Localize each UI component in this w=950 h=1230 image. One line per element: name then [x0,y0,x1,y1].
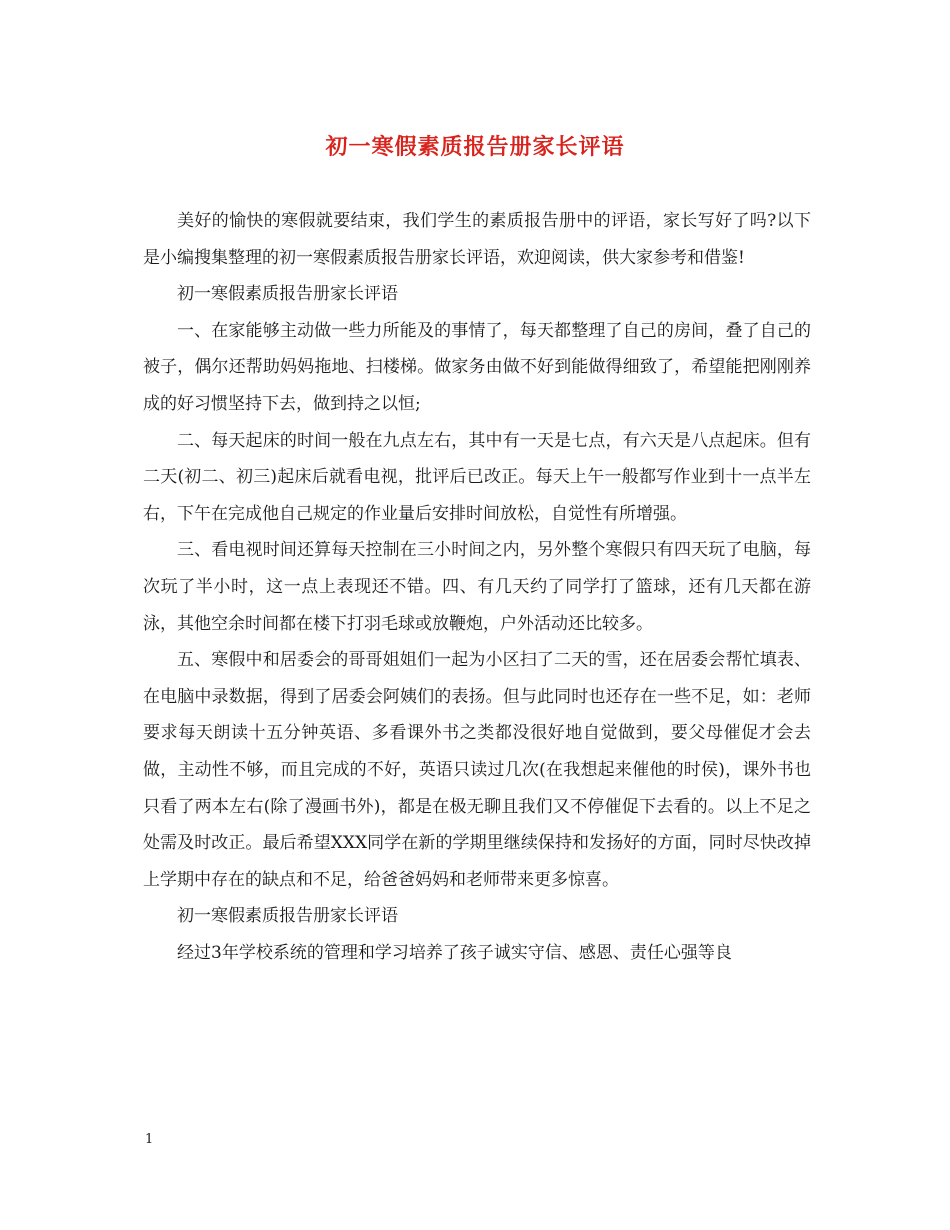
closing-paragraph: 经过3年学校系统的管理和学习培养了孩子诚实守信、感恩、责任心强等良 [177,942,732,963]
comment-item-1: 一、在家能够主动做一些力所能及的事情了，每天都整理了自己的房间，叠了自己的被子，偶尔还帮助妈妈拖地、扫楼梯。做家务由做不好到能做得细致了，希望能把刚刚养成的好习惯坚持下去，做到持之以恒; [143,320,811,414]
document-title: 初一寒假素质报告册家长评语 [325,134,625,160]
section-heading: 初一寒假素质报告册家长评语 [177,284,398,305]
document-body [143,203,811,971]
intro-paragraph: 美好的愉快的寒假就要结束，我们学生的素质报告册中的评语，家长写好了吗?以下是小编搜集整理的初一寒假素质报告册家长评语，欢迎阅读，供大家参考和借鉴! [143,211,811,268]
page-number: 1 [145,1132,154,1147]
comment-item-5: 五、寒假中和居委会的哥哥姐姐们一起为小区扫了二天的雪，还在居委会帮忙填表、在电脑中录数据，得到了居委会阿姨们的表扬。但与此同时也还存在一些不足，如：老师要求每天朗读十五分钟英语、多看课外书之类都没很好地自觉做到，要父母催促才会去做，主动性不够，而且完成的不好，英语只读过几次(在我想起来催他的时侯)，课外书也只看了两本左右(除了漫画书外)，都是在极无聊且我们又不停催促下去看的。以上不足之处需及时改正。最后希望XXX同学在新的学期里继续保持和发扬好的方面，同时尽快改掉上学期中存在的缺点和不足，给爸爸妈妈和老师带来更多惊喜。 [143,650,811,890]
comment-item-2: 二、每天起床的时间一般在九点左右，其中有一天是七点，有六天是八点起床。但有二天(初二、初三)起床后就看电视，批评后已改正。每天上午一般都写作业到十一点半左右，下午在完成他自己规定的作业量后安排时间放松，自觉性有所增强。 [143,430,811,524]
comment-item-3: 三、看电视时间还算每天控制在三小时间之内，另外整个寒假只有四天玩了电脑，每次玩了半小时，这一点上表现还不错。四、有几天约了同学打了篮球，还有几天都在游泳，其他空余时间都在楼下打羽毛球或放鞭炮，户外活动还比较多。 [143,540,811,634]
section-heading-2: 初一寒假素质报告册家长评语 [177,906,398,927]
